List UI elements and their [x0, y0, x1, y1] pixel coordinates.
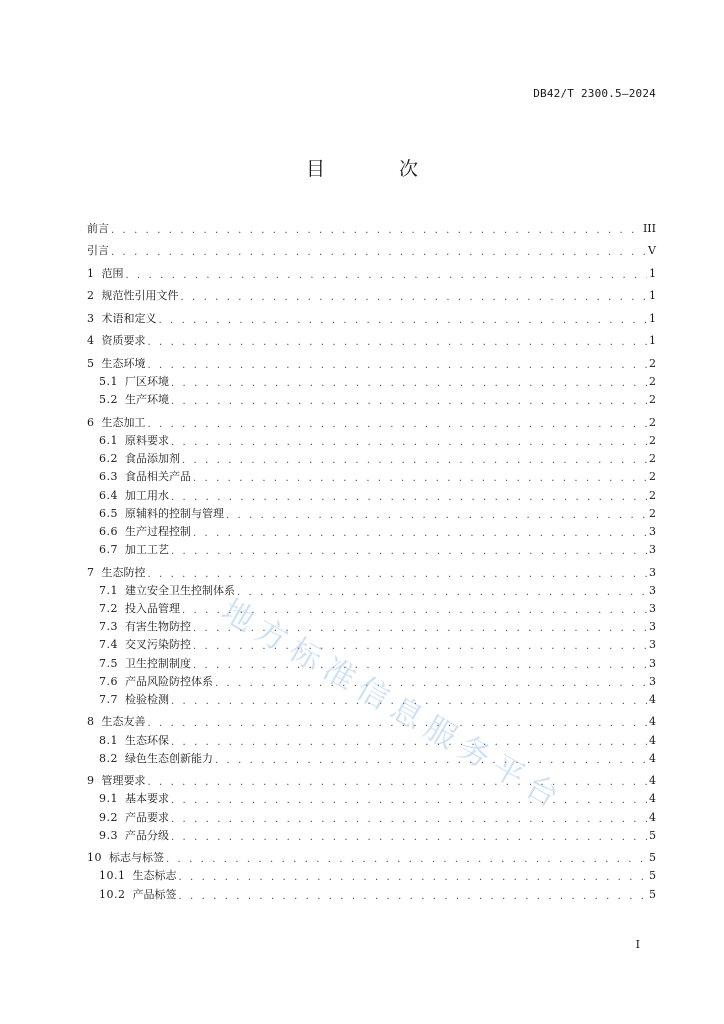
toc-entry-page: 2 — [649, 488, 656, 502]
toc-entry-label — [99, 827, 171, 845]
toc-entry-page: 3 — [649, 656, 656, 670]
toc-entry-number: 6.5 — [99, 506, 118, 520]
toc-entry-title: 范围 — [101, 266, 124, 280]
toc-entry-title: 有害生物防控 — [125, 620, 191, 634]
toc-subentry[interactable] — [87, 450, 656, 468]
toc-entry[interactable] — [87, 849, 656, 867]
toc-leader-dots — [166, 851, 647, 869]
toc-entry-label — [87, 772, 148, 790]
toc-entry-number: 8.2 — [99, 751, 118, 765]
toc-entry-label — [99, 655, 193, 673]
toc-entry-page: 3 — [649, 524, 656, 538]
toc-entry-number: 1 — [87, 266, 95, 280]
toc-subentry[interactable] — [87, 790, 656, 808]
toc-leader-dots — [215, 752, 647, 770]
toc-entry-title: 生态环境 — [101, 356, 146, 370]
toc-entry-page: 2 — [649, 356, 656, 370]
toc-entry[interactable] — [87, 265, 656, 283]
toc-entry-label — [99, 373, 171, 391]
toc-leader-dots — [171, 829, 647, 847]
toc-subentry[interactable] — [87, 582, 656, 600]
toc-entry-title: 生态加工 — [101, 415, 146, 429]
toc-leader-dots — [148, 416, 648, 434]
toc-entry-label — [99, 790, 171, 808]
toc-entry-page: 4 — [649, 715, 656, 729]
toc-entry-page: 5 — [649, 869, 656, 883]
toc-entry-label — [99, 523, 193, 541]
toc-entry-label — [87, 265, 126, 283]
toc-entry-title: 食品添加剂 — [125, 452, 180, 466]
toc-subentry[interactable] — [87, 600, 656, 618]
toc-entry-title: 加工工艺 — [125, 543, 169, 557]
toc-entry-label — [99, 450, 182, 468]
toc-entry-number: 7 — [87, 565, 95, 579]
toc-entry-title: 生态标志 — [132, 869, 177, 883]
toc-entry-number: 10.2 — [99, 887, 126, 901]
toc-entry-label — [87, 355, 148, 373]
toc-entry[interactable] — [87, 220, 656, 238]
toc-entry-page: 2 — [649, 452, 656, 466]
toc-leader-dots — [179, 869, 648, 887]
toc-leader-dots — [148, 774, 648, 792]
toc-subentry[interactable] — [87, 373, 656, 391]
toc-entry-label — [99, 505, 226, 523]
toc-subentry[interactable] — [87, 636, 656, 654]
toc-entry[interactable] — [87, 772, 656, 790]
toc-entry-page: 4 — [649, 810, 656, 824]
toc-entry-label — [99, 432, 171, 450]
toc-entry-label — [87, 310, 159, 328]
toc-leader-dots — [148, 334, 648, 352]
toc-entry-page: 4 — [649, 692, 656, 706]
toc-subentry[interactable] — [87, 886, 656, 904]
toc-entry-page: 4 — [649, 733, 656, 747]
toc-entry-title: 卫生控制制度 — [125, 656, 191, 670]
toc-leader-dots — [193, 638, 647, 656]
toc-entry-page: 5 — [649, 851, 656, 865]
toc-entry-title: 产品风险防控体系 — [125, 674, 213, 688]
toc-leader-dots — [171, 393, 647, 411]
toc-entry-label — [99, 582, 237, 600]
toc-entry-page: 3 — [649, 543, 656, 557]
toc-entry-page: 4 — [649, 774, 656, 788]
toc-leader-dots — [193, 657, 647, 675]
toc-entry-page: 3 — [649, 601, 656, 615]
toc-entry-label — [99, 391, 171, 409]
toc-leader-dots — [182, 452, 647, 470]
toc-entry-label — [87, 220, 111, 238]
toc-entry-title: 引言 — [87, 244, 109, 258]
toc-entry-title: 规范性引用文件 — [101, 289, 179, 303]
toc-subentry[interactable] — [87, 867, 656, 885]
toc-entry-title: 食品相关产品 — [125, 470, 191, 484]
toc-subentry[interactable] — [87, 809, 656, 827]
toc-entry-label — [99, 886, 179, 904]
toc-entry-page: 1 — [649, 289, 656, 303]
toc-entry-number: 5.2 — [99, 393, 118, 407]
page-title: 目 次 — [305, 158, 453, 180]
toc-leader-dots — [171, 792, 647, 810]
toc-entry-page: 3 — [649, 674, 656, 688]
toc-entry-title: 厂区环境 — [125, 375, 169, 389]
toc-entry-page: 1 — [649, 311, 656, 325]
toc-entry-title: 生态友善 — [101, 715, 146, 729]
toc-entry-title: 标志与标签 — [109, 851, 164, 865]
toc-leader-dots — [111, 244, 646, 262]
toc-leader-dots — [226, 507, 647, 525]
toc-leader-dots — [171, 734, 647, 752]
toc-entry-page: 2 — [649, 433, 656, 447]
toc-entry-number: 9 — [87, 774, 95, 788]
toc-entry-number: 6.4 — [99, 488, 118, 502]
toc-entry-title: 交叉污染防控 — [125, 638, 191, 652]
toc-entry-label — [99, 541, 171, 559]
toc-leader-dots — [171, 434, 647, 452]
toc-entry-page: 3 — [649, 565, 656, 579]
toc-entry-number: 9.2 — [99, 810, 118, 824]
toc-entry-number: 5 — [87, 356, 95, 370]
toc-entry-page: 2 — [649, 506, 656, 520]
toc-leader-dots — [181, 289, 648, 307]
toc-entry-page: 2 — [649, 375, 656, 389]
toc-entry-page: III — [642, 222, 656, 235]
watermark-text: 地方标准信息服务平台 — [215, 592, 572, 819]
toc-entry-label — [87, 332, 148, 350]
toc-subentry[interactable] — [87, 673, 656, 691]
toc-entry-page: 5 — [649, 887, 656, 901]
toc-leader-dots — [148, 357, 648, 375]
toc-entry-title: 前言 — [87, 222, 109, 235]
toc-entry-title: 建立安全卫生控制体系 — [125, 583, 235, 597]
toc-entry-title: 原料要求 — [125, 433, 169, 447]
toc-leader-dots — [182, 602, 647, 620]
toc-entry-title: 资质要求 — [101, 334, 146, 348]
toc-entry-number: 6.7 — [99, 543, 118, 557]
toc-entry-number: 9.3 — [99, 828, 118, 842]
toc-entry-number: 7.1 — [99, 583, 118, 597]
toc-entry-label — [99, 750, 215, 768]
toc-entry[interactable] — [87, 332, 656, 350]
toc-entry-title: 生态环保 — [125, 733, 169, 747]
toc-entry[interactable] — [87, 355, 656, 373]
toc-leader-dots — [111, 222, 641, 240]
toc-leader-dots — [193, 620, 647, 638]
toc-entry-page: 2 — [649, 415, 656, 429]
toc-entry-label — [99, 600, 182, 618]
toc-subentry[interactable] — [87, 732, 656, 750]
toc-entry-title: 生产过程控制 — [125, 524, 191, 538]
toc-subentry[interactable] — [87, 391, 656, 409]
toc-entry-number: 9.1 — [99, 792, 118, 806]
toc-entry-title: 产品标签 — [132, 887, 177, 901]
toc-entry-page: 5 — [649, 828, 656, 842]
toc-entry-title: 绿色生态创新能力 — [125, 751, 213, 765]
toc-entry-number: 7.3 — [99, 620, 118, 634]
toc-entry-page: 4 — [649, 751, 656, 765]
toc-entry-page: 1 — [649, 266, 656, 280]
toc-entry-title: 加工用水 — [125, 488, 169, 502]
toc-entry-title: 基本要求 — [125, 792, 169, 806]
toc-leader-dots — [171, 693, 647, 711]
toc-entry-number: 7.6 — [99, 674, 118, 688]
toc-leader-dots — [193, 525, 647, 543]
toc-entry-number: 8.1 — [99, 733, 118, 747]
toc-entry-page: 3 — [649, 638, 656, 652]
toc-subentry[interactable] — [87, 505, 656, 523]
toc-entry[interactable] — [87, 242, 656, 260]
toc-entry-page: 1 — [649, 334, 656, 348]
toc-entry-number: 6.3 — [99, 470, 118, 484]
toc-subentry[interactable] — [87, 655, 656, 673]
toc-entry-label — [87, 242, 111, 260]
toc-leader-dots — [179, 888, 648, 906]
toc-entry-number: 4 — [87, 334, 95, 348]
toc-subentry[interactable] — [87, 468, 656, 486]
toc-entry-title: 生态防控 — [101, 565, 146, 579]
toc-entry-number: 6 — [87, 415, 95, 429]
toc-entry[interactable] — [87, 713, 656, 731]
toc-entry-number: 6.6 — [99, 524, 118, 538]
toc-entry[interactable] — [87, 414, 656, 432]
toc-leader-dots — [171, 489, 647, 507]
toc-entry-label — [99, 618, 193, 636]
page-number: I — [635, 938, 640, 951]
toc-entry-label — [99, 691, 171, 709]
toc-entry-number: 7.2 — [99, 601, 118, 615]
toc-entry-title: 检验检测 — [125, 692, 169, 706]
toc-leader-dots — [148, 566, 648, 584]
toc-entry-label — [87, 849, 166, 867]
toc-leader-dots — [215, 675, 647, 693]
toc-entry-page: 3 — [649, 620, 656, 634]
toc-entry-number: 8 — [87, 715, 95, 729]
toc-entry-label — [87, 564, 148, 582]
toc-leader-dots — [148, 715, 648, 733]
toc-subentry[interactable] — [87, 541, 656, 559]
toc-subentry[interactable] — [87, 432, 656, 450]
toc-entry-title: 管理要求 — [101, 774, 146, 788]
toc-entry-page: 3 — [649, 583, 656, 597]
toc-entry-label — [87, 414, 148, 432]
toc-entry-title: 投入品管理 — [125, 601, 180, 615]
toc-entry-number: 7.4 — [99, 638, 118, 652]
toc-entry-label — [87, 713, 148, 731]
toc-leader-dots — [193, 470, 647, 488]
toc-entry-page: 2 — [649, 470, 656, 484]
toc-subentry[interactable] — [87, 827, 656, 845]
toc-entry-number: 7.5 — [99, 656, 118, 670]
toc-entry-label — [99, 673, 215, 691]
toc-leader-dots — [159, 312, 648, 330]
toc-entry-label — [99, 809, 171, 827]
toc-leader-dots — [171, 811, 647, 829]
toc-entry-number: 6.1 — [99, 433, 118, 447]
toc-entry-title: 原辅料的控制与管理 — [125, 506, 224, 520]
toc-entry-page: 4 — [649, 792, 656, 806]
toc-entry[interactable] — [87, 287, 656, 305]
toc-entry-page: 2 — [649, 393, 656, 407]
toc-entry-label — [87, 287, 181, 305]
document-code: DB42/T 2300.5—2024 — [533, 87, 656, 100]
toc-entry-number: 2 — [87, 289, 95, 303]
toc-entry-label — [99, 487, 171, 505]
toc-entry-label — [99, 732, 171, 750]
toc-subentry[interactable] — [87, 750, 656, 768]
toc-entry-title: 产品要求 — [125, 810, 169, 824]
toc-subentry[interactable] — [87, 523, 656, 541]
toc-leader-dots — [171, 543, 647, 561]
toc-subentry[interactable] — [87, 691, 656, 709]
toc-entry-label — [99, 636, 193, 654]
toc-entry-label — [99, 468, 193, 486]
toc-entry-number: 7.7 — [99, 692, 118, 706]
toc-leader-dots — [171, 375, 647, 393]
toc-subentry[interactable] — [87, 487, 656, 505]
table-of-contents — [87, 220, 656, 904]
toc-leader-dots — [237, 584, 647, 602]
toc-entry-title: 术语和定义 — [101, 311, 157, 325]
toc-entry-number: 10.1 — [99, 869, 126, 883]
toc-entry-title: 生产环境 — [125, 393, 169, 407]
toc-entry[interactable] — [87, 564, 656, 582]
toc-subentry[interactable] — [87, 618, 656, 636]
toc-entry-number: 10 — [87, 851, 102, 865]
toc-entry-number: 3 — [87, 311, 95, 325]
toc-leader-dots — [126, 267, 648, 285]
toc-entry-number: 5.1 — [99, 375, 118, 389]
toc-entry[interactable] — [87, 310, 656, 328]
toc-entry-page: V — [648, 244, 656, 258]
toc-entry-title: 产品分级 — [125, 828, 169, 842]
toc-entry-number: 6.2 — [99, 452, 118, 466]
toc-entry-label — [99, 867, 179, 885]
